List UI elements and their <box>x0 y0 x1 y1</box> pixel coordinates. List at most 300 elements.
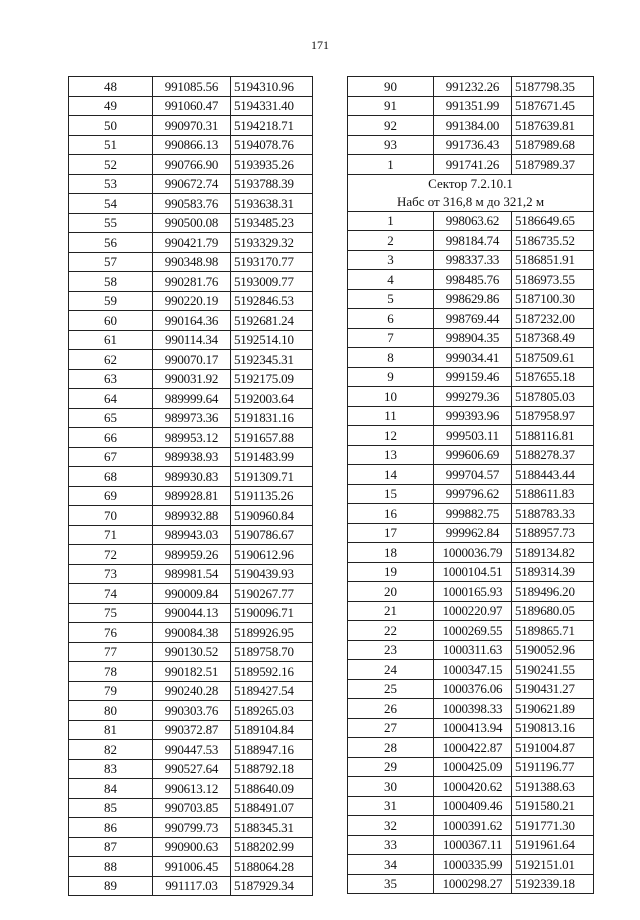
table-row <box>348 855 594 875</box>
coordinate-y: 5191831.16 <box>231 408 313 428</box>
table-row <box>348 231 594 251</box>
coordinate-y: 5194331.40 <box>231 96 313 116</box>
coordinate-y: 5191771.30 <box>512 816 594 836</box>
table-row <box>348 465 594 485</box>
point-number: 72 <box>69 545 153 565</box>
coordinate-y: 5188491.07 <box>231 798 313 818</box>
point-number: 32 <box>348 816 434 836</box>
coordinate-x: 999034.41 <box>434 348 512 368</box>
table-row <box>69 603 313 623</box>
table-row <box>348 270 594 290</box>
point-number: 79 <box>69 681 153 701</box>
coordinate-x: 990866.13 <box>153 135 231 155</box>
coordinate-x: 989928.81 <box>153 486 231 506</box>
point-number: 85 <box>69 798 153 818</box>
point-number: 52 <box>69 155 153 175</box>
table-row <box>348 348 594 368</box>
coordinate-x: 1000413.94 <box>434 718 512 738</box>
coordinate-x: 990583.76 <box>153 194 231 214</box>
coordinate-x: 991085.56 <box>153 77 231 97</box>
coordinate-x: 989932.88 <box>153 506 231 526</box>
coordinate-y: 5193788.39 <box>231 174 313 194</box>
coordinate-y: 5188783.33 <box>512 504 594 524</box>
coordinate-x: 989953.12 <box>153 428 231 448</box>
coordinate-x: 999393.96 <box>434 406 512 426</box>
coordinate-x: 990500.08 <box>153 213 231 233</box>
point-number: 67 <box>69 447 153 467</box>
point-number: 90 <box>348 77 434 97</box>
table-row <box>69 291 313 311</box>
coordinate-y: 5192175.09 <box>231 369 313 389</box>
coordinate-y: 5190439.93 <box>231 564 313 584</box>
coordinate-y: 5191483.99 <box>231 447 313 467</box>
table-row <box>348 155 594 175</box>
coordinate-x: 990164.36 <box>153 311 231 331</box>
coordinate-x: 990766.90 <box>153 155 231 175</box>
coordinate-x: 999962.84 <box>434 523 512 543</box>
point-number: 33 <box>348 835 434 855</box>
coordinate-y: 5188202.99 <box>231 837 313 857</box>
table-row <box>348 426 594 446</box>
table-row <box>69 369 313 389</box>
point-number: 51 <box>69 135 153 155</box>
table-row <box>69 759 313 779</box>
point-number: 28 <box>348 738 434 758</box>
point-number: 24 <box>348 660 434 680</box>
coordinate-x: 991117.03 <box>153 876 231 896</box>
point-number: 70 <box>69 506 153 526</box>
point-number: 58 <box>69 272 153 292</box>
table-row <box>69 96 313 116</box>
point-number: 53 <box>69 174 153 194</box>
coordinate-x: 990031.92 <box>153 369 231 389</box>
coordinate-x: 1000269.55 <box>434 621 512 641</box>
point-number: 8 <box>348 348 434 368</box>
coordinate-x: 998337.33 <box>434 250 512 270</box>
coordinate-y: 5187671.45 <box>512 96 594 116</box>
point-number: 16 <box>348 504 434 524</box>
coordinate-x: 1000347.15 <box>434 660 512 680</box>
coordinate-y: 5192681.24 <box>231 311 313 331</box>
point-number: 74 <box>69 584 153 604</box>
coordinate-y: 5189265.03 <box>231 701 313 721</box>
table-row <box>69 837 313 857</box>
coordinate-x: 999279.36 <box>434 387 512 407</box>
sector-title: Сектор 7.2.10.1 <box>348 174 594 193</box>
coordinate-x: 999159.46 <box>434 367 512 387</box>
coordinate-y: 5189314.39 <box>512 562 594 582</box>
coordinate-x: 999882.75 <box>434 504 512 524</box>
coordinate-y: 5192345.31 <box>231 350 313 370</box>
coordinate-x: 999606.69 <box>434 445 512 465</box>
coordinate-y: 5188792.18 <box>231 759 313 779</box>
coordinate-x: 1000036.79 <box>434 543 512 563</box>
point-number: 61 <box>69 330 153 350</box>
coordinate-x: 989973.36 <box>153 408 231 428</box>
coordinates-table-left <box>68 76 313 896</box>
point-number: 5 <box>348 289 434 309</box>
table-row <box>69 740 313 760</box>
table-row <box>348 77 594 97</box>
table-row <box>348 96 594 116</box>
coordinate-x: 989999.64 <box>153 389 231 409</box>
coordinate-y: 5190096.71 <box>231 603 313 623</box>
table-row <box>69 155 313 175</box>
coordinate-y: 5190241.55 <box>512 660 594 680</box>
table-row <box>69 467 313 487</box>
point-number: 2 <box>348 231 434 251</box>
table-row <box>348 445 594 465</box>
coordinates-table-right <box>347 76 594 894</box>
table-row <box>69 779 313 799</box>
point-number: 84 <box>69 779 153 799</box>
table-row <box>69 174 313 194</box>
coordinate-x: 1000367.11 <box>434 835 512 855</box>
coordinate-y: 5190960.84 <box>231 506 313 526</box>
point-number: 49 <box>69 96 153 116</box>
table-row <box>69 876 313 896</box>
coordinate-y: 5193935.26 <box>231 155 313 175</box>
coordinate-x: 998485.76 <box>434 270 512 290</box>
point-number: 64 <box>69 389 153 409</box>
coordinate-x: 998063.62 <box>434 211 512 231</box>
point-number: 15 <box>348 484 434 504</box>
table-row <box>69 564 313 584</box>
coordinate-y: 5191135.26 <box>231 486 313 506</box>
table-row <box>69 525 313 545</box>
coordinate-x: 998904.35 <box>434 328 512 348</box>
table-row <box>348 816 594 836</box>
point-number: 23 <box>348 640 434 660</box>
point-number: 26 <box>348 699 434 719</box>
coordinate-y: 5186649.65 <box>512 211 594 231</box>
table-row <box>69 272 313 292</box>
point-number: 66 <box>69 428 153 448</box>
table-row <box>69 428 313 448</box>
coordinate-y: 5192151.01 <box>512 855 594 875</box>
table-row <box>69 720 313 740</box>
point-number: 19 <box>348 562 434 582</box>
coordinate-x: 998769.44 <box>434 309 512 329</box>
point-number: 12 <box>348 426 434 446</box>
coordinate-x: 990281.76 <box>153 272 231 292</box>
coordinate-y: 5188957.73 <box>512 523 594 543</box>
table-row <box>69 662 313 682</box>
table-row <box>348 250 594 270</box>
point-number: 50 <box>69 116 153 136</box>
point-number: 13 <box>348 445 434 465</box>
coordinate-x: 990240.28 <box>153 681 231 701</box>
table-row <box>348 640 594 660</box>
table-row <box>348 718 594 738</box>
coordinate-y: 5190621.89 <box>512 699 594 719</box>
coordinate-x: 1000298.27 <box>434 874 512 894</box>
table-row <box>69 116 313 136</box>
coordinate-y: 5190052.96 <box>512 640 594 660</box>
coordinate-y: 5188947.16 <box>231 740 313 760</box>
point-number: 76 <box>69 623 153 643</box>
table-row <box>348 387 594 407</box>
coordinate-x: 990527.64 <box>153 759 231 779</box>
table-row <box>69 330 313 350</box>
coordinate-y: 5187232.00 <box>512 309 594 329</box>
point-number: 10 <box>348 387 434 407</box>
coordinate-x: 990009.84 <box>153 584 231 604</box>
coordinate-y: 5193485.23 <box>231 213 313 233</box>
point-number: 4 <box>348 270 434 290</box>
point-number: 34 <box>348 855 434 875</box>
coordinate-y: 5187368.49 <box>512 328 594 348</box>
coordinate-y: 5186851.91 <box>512 250 594 270</box>
point-number: 73 <box>69 564 153 584</box>
point-number: 60 <box>69 311 153 331</box>
coordinate-y: 5188116.81 <box>512 426 594 446</box>
point-number: 75 <box>69 603 153 623</box>
coordinate-y: 5189496.20 <box>512 582 594 602</box>
table-row <box>348 796 594 816</box>
table-row <box>69 818 313 838</box>
point-number: 62 <box>69 350 153 370</box>
coordinate-y: 5189865.71 <box>512 621 594 641</box>
coordinate-x: 990084.38 <box>153 623 231 643</box>
coordinate-y: 5187100.30 <box>512 289 594 309</box>
point-number: 35 <box>348 874 434 894</box>
table-row <box>69 623 313 643</box>
point-number: 92 <box>348 116 434 136</box>
point-number: 21 <box>348 601 434 621</box>
table-row <box>69 233 313 253</box>
table-row <box>348 660 594 680</box>
coordinate-x: 990703.85 <box>153 798 231 818</box>
coordinate-x: 990372.87 <box>153 720 231 740</box>
point-number: 11 <box>348 406 434 426</box>
coordinate-y: 5193329.32 <box>231 233 313 253</box>
coordinate-y: 5191196.77 <box>512 757 594 777</box>
table-row <box>69 447 313 467</box>
coordinate-y: 5189926.95 <box>231 623 313 643</box>
point-number: 1 <box>348 211 434 231</box>
coordinate-y: 5188278.37 <box>512 445 594 465</box>
coordinate-x: 991232.26 <box>434 77 512 97</box>
table-row <box>348 835 594 855</box>
table-row <box>348 562 594 582</box>
point-number: 14 <box>348 465 434 485</box>
point-number: 29 <box>348 757 434 777</box>
coordinate-y: 5187989.37 <box>512 155 594 175</box>
coordinate-x: 990421.79 <box>153 233 231 253</box>
point-number: 81 <box>69 720 153 740</box>
table-row <box>348 874 594 894</box>
point-number: 91 <box>348 96 434 116</box>
table-row <box>348 757 594 777</box>
coordinate-y: 5189427.54 <box>231 681 313 701</box>
table-row <box>348 523 594 543</box>
coordinate-y: 5187929.34 <box>231 876 313 896</box>
coordinate-x: 1000104.51 <box>434 562 512 582</box>
table-row <box>69 252 313 272</box>
table-row <box>348 406 594 426</box>
table-row <box>69 350 313 370</box>
coordinate-x: 990447.53 <box>153 740 231 760</box>
table-row <box>69 681 313 701</box>
point-number: 57 <box>69 252 153 272</box>
coordinate-x: 989938.93 <box>153 447 231 467</box>
coordinate-x: 1000420.62 <box>434 777 512 797</box>
coordinate-y: 5191004.87 <box>512 738 594 758</box>
coordinate-y: 5187989.68 <box>512 135 594 155</box>
point-number: 6 <box>348 309 434 329</box>
coordinate-x: 1000409.46 <box>434 796 512 816</box>
coordinate-y: 5188443.44 <box>512 465 594 485</box>
coordinate-x: 989959.26 <box>153 545 231 565</box>
coordinate-y: 5189104.84 <box>231 720 313 740</box>
coordinate-x: 990303.76 <box>153 701 231 721</box>
point-number: 48 <box>69 77 153 97</box>
point-number: 71 <box>69 525 153 545</box>
point-number: 30 <box>348 777 434 797</box>
coordinate-y: 5189758.70 <box>231 642 313 662</box>
coordinate-y: 5188640.09 <box>231 779 313 799</box>
coordinate-y: 5190431.27 <box>512 679 594 699</box>
table-row <box>348 777 594 797</box>
coordinate-x: 990900.63 <box>153 837 231 857</box>
coordinate-y: 5188611.83 <box>512 484 594 504</box>
coordinate-x: 999503.11 <box>434 426 512 446</box>
table-row <box>69 857 313 877</box>
table-row <box>348 679 594 699</box>
coordinate-y: 5188064.28 <box>231 857 313 877</box>
coordinate-y: 5190813.16 <box>512 718 594 738</box>
point-number: 9 <box>348 367 434 387</box>
table-row <box>69 389 313 409</box>
table-row <box>348 211 594 231</box>
coordinate-y: 5186735.52 <box>512 231 594 251</box>
coordinate-y: 5191309.71 <box>231 467 313 487</box>
point-number: 55 <box>69 213 153 233</box>
coordinate-x: 990114.34 <box>153 330 231 350</box>
coordinate-x: 1000311.63 <box>434 640 512 660</box>
coordinate-x: 991741.26 <box>434 155 512 175</box>
table-row <box>348 328 594 348</box>
table-row <box>348 289 594 309</box>
table-row <box>69 408 313 428</box>
table-row <box>69 545 313 565</box>
coordinate-y: 5187639.81 <box>512 116 594 136</box>
table-row <box>348 504 594 524</box>
point-number: 22 <box>348 621 434 641</box>
table-row <box>348 367 594 387</box>
coordinate-y: 5188345.31 <box>231 818 313 838</box>
sector-subtitle: Набс от 316,8 м до 321,2 м <box>348 193 594 212</box>
coordinate-y: 5191657.88 <box>231 428 313 448</box>
coordinate-x: 991351.99 <box>434 96 512 116</box>
point-number: 59 <box>69 291 153 311</box>
table-row <box>348 309 594 329</box>
table-row <box>348 699 594 719</box>
coordinate-y: 5190786.67 <box>231 525 313 545</box>
coordinate-x: 990220.19 <box>153 291 231 311</box>
coordinate-x: 991006.45 <box>153 857 231 877</box>
coordinate-y: 5187798.35 <box>512 77 594 97</box>
coordinate-x: 998184.74 <box>434 231 512 251</box>
table-row <box>69 584 313 604</box>
coordinate-y: 5192514.10 <box>231 330 313 350</box>
point-number: 18 <box>348 543 434 563</box>
table-row <box>69 77 313 97</box>
point-number: 80 <box>69 701 153 721</box>
coordinate-x: 989981.54 <box>153 564 231 584</box>
coordinate-x: 991736.43 <box>434 135 512 155</box>
point-number: 56 <box>69 233 153 253</box>
table-row <box>69 798 313 818</box>
point-number: 54 <box>69 194 153 214</box>
point-number: 68 <box>69 467 153 487</box>
coordinate-x: 990044.13 <box>153 603 231 623</box>
coordinate-y: 5189134.82 <box>512 543 594 563</box>
table-row <box>69 213 313 233</box>
coordinate-y: 5193009.77 <box>231 272 313 292</box>
coordinate-y: 5193638.31 <box>231 194 313 214</box>
coordinate-x: 990130.52 <box>153 642 231 662</box>
point-number: 31 <box>348 796 434 816</box>
coordinate-y: 5194218.71 <box>231 116 313 136</box>
coordinate-y: 5186973.55 <box>512 270 594 290</box>
table-row <box>348 738 594 758</box>
table-row <box>348 582 594 602</box>
coordinate-y: 5187655.18 <box>512 367 594 387</box>
table-row <box>348 543 594 563</box>
coordinate-x: 1000391.62 <box>434 816 512 836</box>
coordinate-y: 5192003.64 <box>231 389 313 409</box>
point-number: 86 <box>69 818 153 838</box>
coordinate-x: 991384.00 <box>434 116 512 136</box>
point-number: 1 <box>348 155 434 175</box>
coordinate-x: 990613.12 <box>153 779 231 799</box>
point-number: 87 <box>69 837 153 857</box>
point-number: 88 <box>69 857 153 877</box>
coordinate-x: 991060.47 <box>153 96 231 116</box>
table-row <box>69 701 313 721</box>
coordinate-x: 999796.62 <box>434 484 512 504</box>
page-number: 171 <box>311 38 329 52</box>
coordinate-y: 5191961.64 <box>512 835 594 855</box>
point-number: 65 <box>69 408 153 428</box>
coordinate-y: 5194078.76 <box>231 135 313 155</box>
table-row <box>348 116 594 136</box>
coordinate-x: 1000422.87 <box>434 738 512 758</box>
point-number: 77 <box>69 642 153 662</box>
coordinate-y: 5187805.03 <box>512 387 594 407</box>
coordinate-x: 990970.31 <box>153 116 231 136</box>
point-number: 89 <box>69 876 153 896</box>
point-number: 3 <box>348 250 434 270</box>
table-row <box>69 642 313 662</box>
point-number: 17 <box>348 523 434 543</box>
coordinate-y: 5190267.77 <box>231 584 313 604</box>
coordinate-y: 5187509.61 <box>512 348 594 368</box>
coordinate-y: 5189592.16 <box>231 662 313 682</box>
coordinate-x: 1000398.33 <box>434 699 512 719</box>
coordinate-x: 989930.83 <box>153 467 231 487</box>
coordinate-y: 5193170.77 <box>231 252 313 272</box>
table-row <box>348 621 594 641</box>
coordinate-y: 5189680.05 <box>512 601 594 621</box>
table-row <box>69 486 313 506</box>
coordinate-x: 990070.17 <box>153 350 231 370</box>
coordinate-y: 5187958.97 <box>512 406 594 426</box>
coordinate-x: 990182.51 <box>153 662 231 682</box>
coordinate-x: 1000165.93 <box>434 582 512 602</box>
